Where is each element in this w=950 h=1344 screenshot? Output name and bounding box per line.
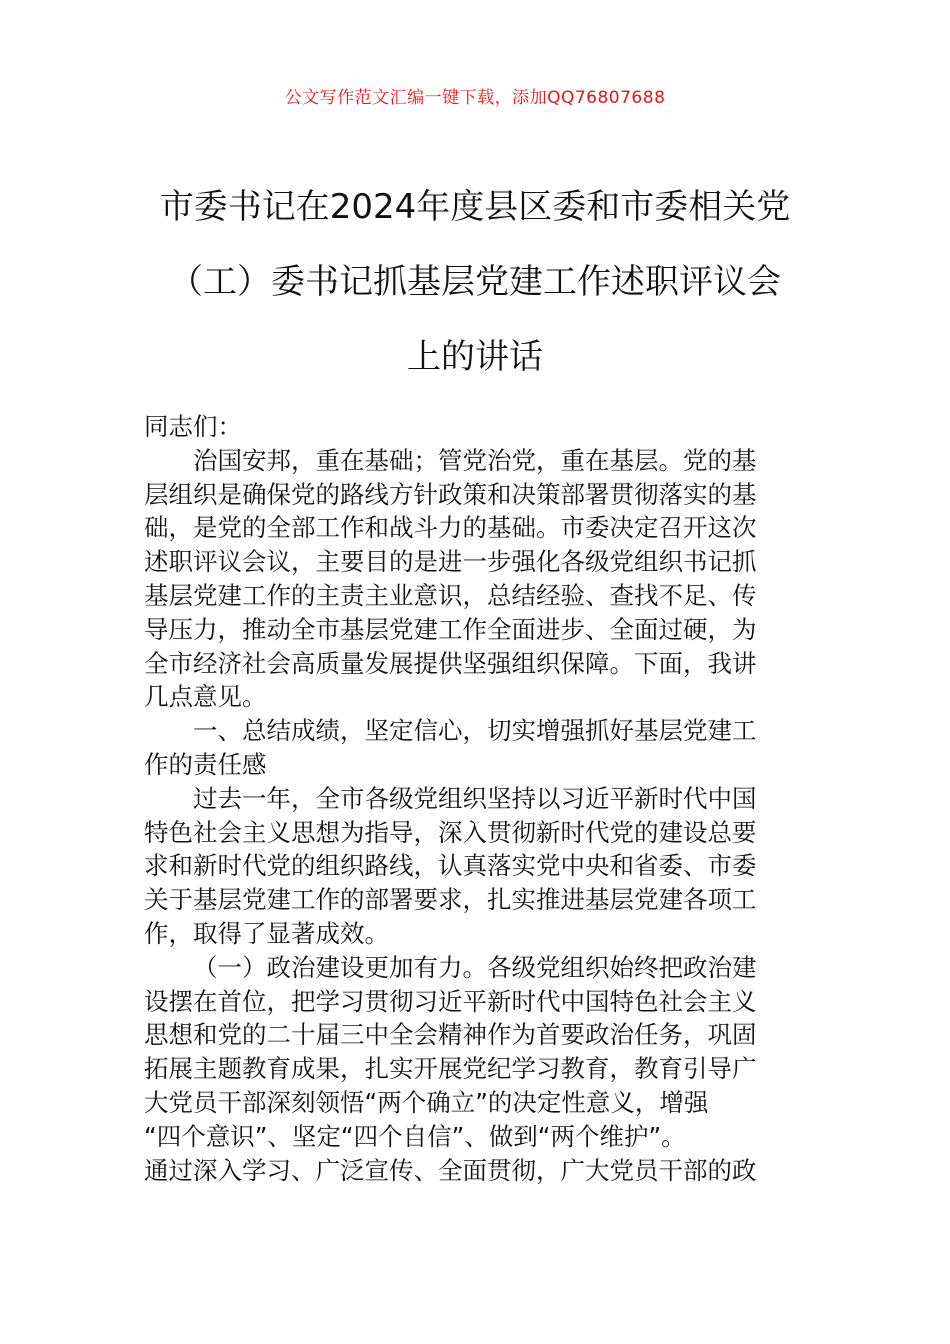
title-line: 市委书记在2024年度县区委和市委相关党 bbox=[159, 187, 791, 227]
text-line: 思想和党的二十届三中全会精神作为首要政治任务，巩固 bbox=[144, 1020, 757, 1050]
text-line: 导压力，推动全市基层党建工作全面进步、全面过硬，为 bbox=[144, 614, 757, 644]
text-line: 基层党建工作的主责主业意识，总结经验、查找不足、传 bbox=[144, 580, 757, 610]
text-line: 述职评议会议，主要目的是进一步强化各级党组织书记抓 bbox=[144, 547, 757, 577]
section-heading-1 bbox=[144, 714, 810, 782]
text-line: 础，是党的全部工作和战斗力的基础。市委决定召开这次 bbox=[144, 513, 757, 543]
title-line: 上的讲话 bbox=[407, 337, 543, 377]
text-line: 同志们： bbox=[144, 412, 242, 441]
text-line: 一、总结成绩，坚定信心，切实增强抓好基层党建工 bbox=[193, 716, 757, 746]
text-line: 拓展主题教育成果，扎实开展党纪学习教育，教育引导广 bbox=[144, 1054, 757, 1084]
text-line: 几点意见。 bbox=[144, 682, 267, 712]
paragraph-political-building bbox=[144, 951, 810, 1188]
text-line: 求和新时代党的组织路线，认真落实党中央和省委、市委 bbox=[144, 851, 757, 881]
text-line: （一）政治建设更加有力。各级党组织始终把政治建 bbox=[193, 952, 757, 982]
text-line: “四个意识”、坚定“四个自信”、做到“两个维护”。 bbox=[144, 1121, 686, 1151]
paragraph-intro bbox=[144, 444, 810, 714]
text-line: 全市经济社会高质量发展提供坚强组织保障。下面，我讲 bbox=[144, 648, 757, 678]
document-body bbox=[144, 410, 810, 1187]
text-line: 治国安邦，重在基础；管党治党，重在基层。党的基 bbox=[193, 445, 757, 475]
download-notice: 公文写作范文汇编一键下载，添加QQ76807688 bbox=[284, 88, 666, 108]
text-line: 设摆在首位，把学习贯彻习近平新时代中国特色社会主义 bbox=[144, 986, 757, 1016]
document-title bbox=[120, 170, 830, 395]
paragraph-summary bbox=[144, 782, 810, 951]
salutation bbox=[144, 410, 810, 444]
title-line: （工）委书记抓基层党建工作述职评议会 bbox=[169, 262, 781, 302]
text-line: 大党员干部深刻领悟“两个确立”的决定性意义，增强 bbox=[144, 1087, 709, 1117]
text-line: 作的责任感 bbox=[144, 749, 267, 779]
text-line: 通过深入学习、广泛宣传、全面贯彻，广大党员干部的政 bbox=[144, 1155, 757, 1185]
text-line: 作，取得了显著成效。 bbox=[144, 918, 389, 948]
text-line: 关于基层党建工作的部署要求，扎实推进基层党建各项工 bbox=[144, 885, 757, 915]
text-line: 过去一年，全市各级党组织坚持以习近平新时代中国 bbox=[193, 783, 757, 813]
text-line: 特色社会主义思想为指导，深入贯彻新时代党的建设总要 bbox=[144, 817, 757, 847]
text-line: 层组织是确保党的路线方针政策和决策部署贯彻落实的基 bbox=[144, 479, 757, 509]
